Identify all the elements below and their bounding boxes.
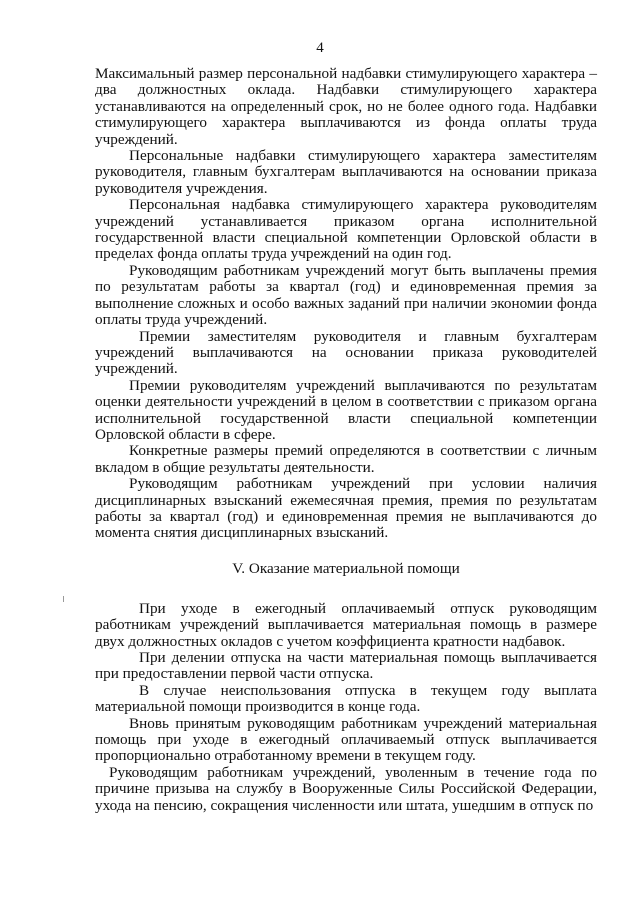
paragraph-head-bonus: Персональная надбавка стимулирующего характера руководителям учреждений устанавливается приказом органа исполнительной государственной власти специальной компетенции Орловской области в пределах фонда оплаты труда учреждений на один год. xyxy=(95,196,597,263)
paragraph-disciplinary: Руководящим работникам учреждений при условии наличия дисциплинарных взысканий ежемесячная премия, премия по результатам работы за квартал (год) и единовременная премия не выплачиваются до момента снятия дисциплинарных взысканий. xyxy=(95,475,597,542)
paragraph-vacation-aid: При уходе в ежегодный оплачиваемый отпуск руководящим работникам учреждений выплачивается материальная помощь в размере двух должностных окладов с учетом коэффициента кратности надбавок. xyxy=(95,599,597,650)
page-number: 4 xyxy=(316,40,324,56)
paragraph-new-hires: Вновь принятым руководящим работникам учреждений материальная помощь при уходе в ежегодный оплачиваемый отпуск выплачивается пропорционально отработанному времени в текущем году. xyxy=(95,714,597,765)
paragraph-unused-vacation: В случае неиспользования отпуска в текущем году выплата материальной помощи производится в конце года. xyxy=(95,681,597,716)
paragraph-split-vacation: При делении отпуска на части материальная помощь выплачивается при предоставлении первой части отпуска. xyxy=(95,649,597,683)
paragraph-deputy-bonus: Персональные надбавки стимулирующего характера заместителям руководителя, главным бухгалтерам выплачиваются на основании приказа руководителя учреждения. xyxy=(95,147,597,197)
paragraph-premium-amounts: Конкретные размеры премий определяются в соответствии с личным вкладом в общие результаты деятельности. xyxy=(95,442,597,476)
scan-mark xyxy=(63,596,64,602)
document-body xyxy=(95,66,597,814)
paragraph-deputy-premium: Премии заместителям руководителя и главным бухгалтерам учреждений выплачиваются на основании приказа руководителей учреждений. xyxy=(95,327,597,378)
paragraph-dismissed: Руководящим работникам учреждений, уволенным в течение года по причине призыва на службу в Вооруженные Силы Российской Федерации, ухода на пенсию, сокращения численности или штата, ушедшим в отпуск по xyxy=(95,763,597,814)
paragraph-head-premium: Премии руководителям учреждений выплачиваются по результатам оценки деятельности учреждений в целом в соответствии с приказом органа исполнительной государственной власти специальной компетенции Орловской области в сфере. xyxy=(95,376,597,443)
section-heading: V. Оказание материальной помощи xyxy=(232,559,460,577)
paragraph-premium-eligibility: Руководящим работникам учреждений могут быть выплачены премия по результатам работы за квартал (год) и единовременная премия за выполнение сложных и особо важных заданий при наличии экономии фонда оплаты труда учреждений. xyxy=(95,261,597,329)
paragraph-max-bonus: Максимальный размер персональной надбавки стимулирующего характера – два должностных оклада. Надбавки стимулирующего характера устанавливаются на определенный срок, но не более одного года. Надбавки стимулирующего характера выплачиваются из фонда оплаты труда учреждений. xyxy=(95,65,597,148)
